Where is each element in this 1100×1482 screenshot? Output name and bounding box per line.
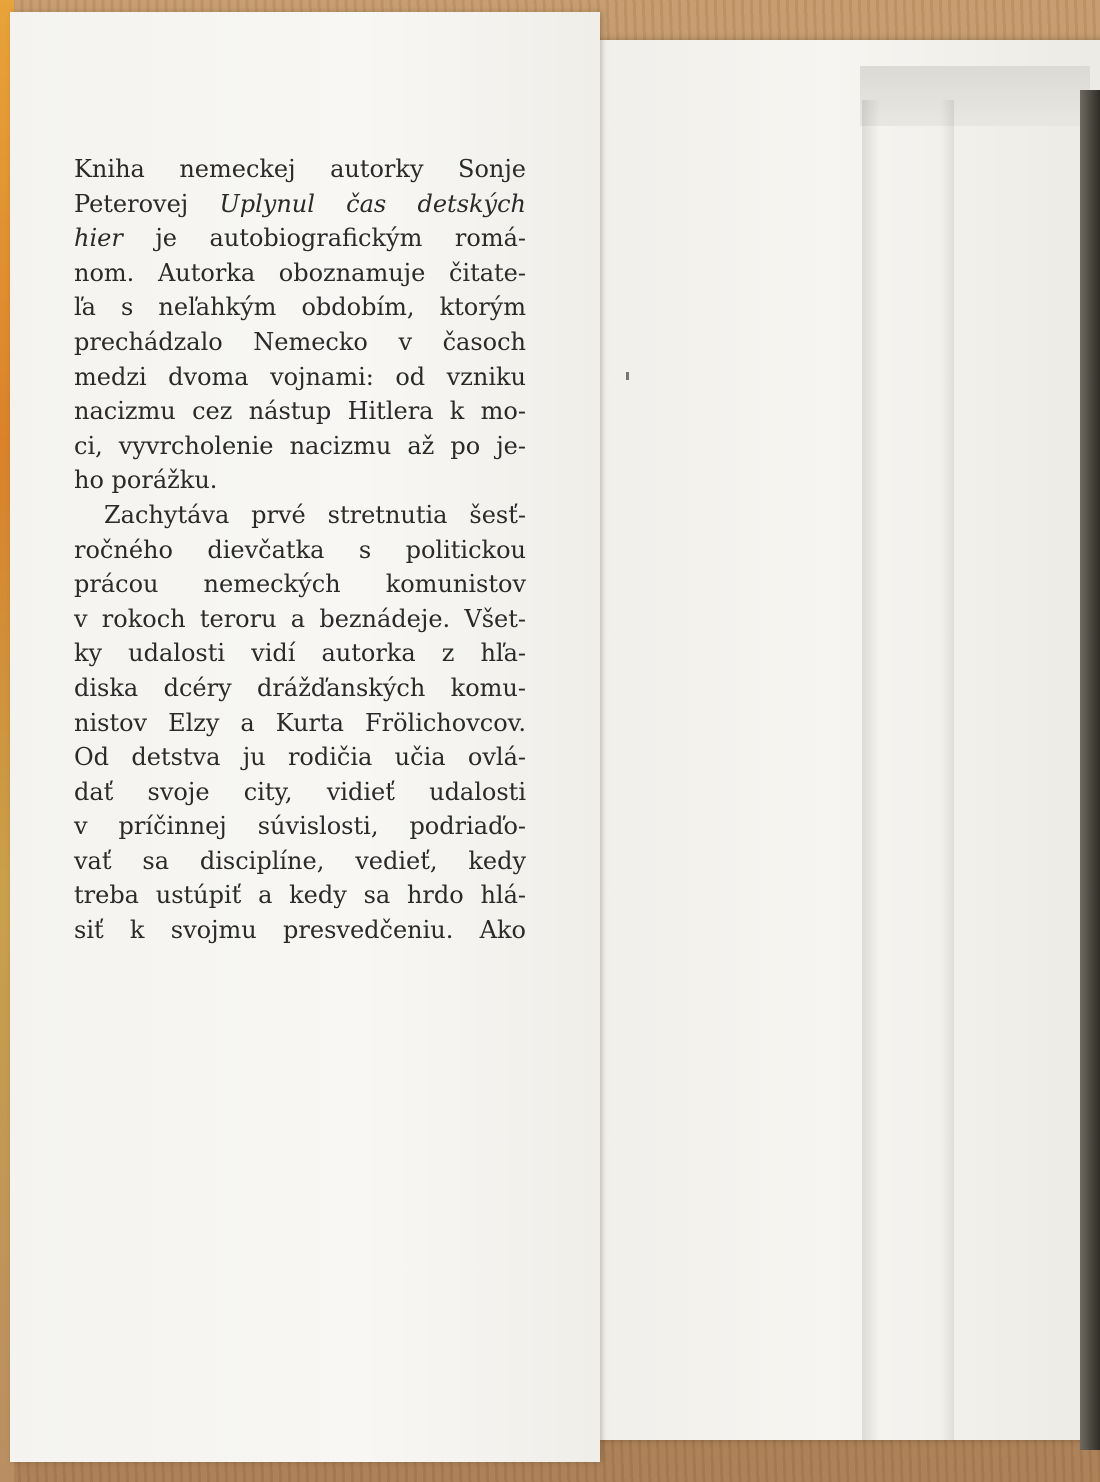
paper-speck (626, 372, 629, 380)
text-span: Peterovej (74, 189, 220, 218)
text-line: siť k svojmu presvedčeniu. Ako (74, 916, 526, 945)
text-line: prácou nemeckých komunistov (74, 570, 526, 599)
text-line: Od detstva ju rodičia učia ovlá- (74, 743, 526, 772)
text-line: dať svoje city, vidieť udalosti (74, 777, 526, 806)
book-title-italic: hier (74, 224, 123, 253)
text-line: ľa s neľahkým obdobím, ktorým (74, 293, 526, 322)
text-line: prechádzalo Nemecko v časoch (74, 327, 526, 356)
text-line: nacizmu cez nástup Hitlera k mo- (74, 397, 526, 426)
text-line: v rokoch teroru a beznádeje. Všet- (74, 604, 526, 633)
text-line: Kniha nemeckej autorky Sonje (74, 155, 526, 183)
text-line: Zachytáva prvé stretnutia šesť- (104, 500, 526, 529)
jacket-worn-top-edge (860, 66, 1090, 126)
text-line: ky udalosti vidí autorka z hľa- (74, 639, 526, 668)
book-title-italic: Uplynul čas detských (219, 189, 527, 218)
spine-fold-left (862, 100, 880, 1440)
jacket-flap (10, 12, 600, 1462)
text-line (74, 221, 526, 256)
text-span: je autobiografickým romá- (122, 224, 526, 253)
text-line: v príčinnej súvislosti, podriaďo- (74, 812, 526, 841)
text-line: nom. Autorka oboznamuje čitate- (74, 258, 526, 287)
text-line: ročného dievčatka s politickou (74, 535, 526, 564)
text-line (74, 187, 526, 222)
book-cover-edge (1080, 90, 1100, 1450)
spine-fold-right (940, 100, 954, 1440)
flap-blurb-text (74, 152, 526, 948)
text-line: vať sa disciplíne, vedieť, kedy (74, 846, 526, 875)
dust-jacket-inner-panel (596, 40, 1100, 1440)
text-line: medzi dvoma vojnami: od vzniku (74, 362, 526, 391)
text-line: treba ustúpiť a kedy sa hrdo hlá- (74, 881, 526, 910)
text-line: diska dcéry drážďanských komu- (74, 673, 526, 702)
text-line: ci, vyvrcholenie nacizmu až po je- (74, 431, 526, 460)
text-line: nistov Elzy a Kurta Frölichovcov. (74, 708, 526, 737)
text-line: ho porážku. (74, 466, 218, 495)
